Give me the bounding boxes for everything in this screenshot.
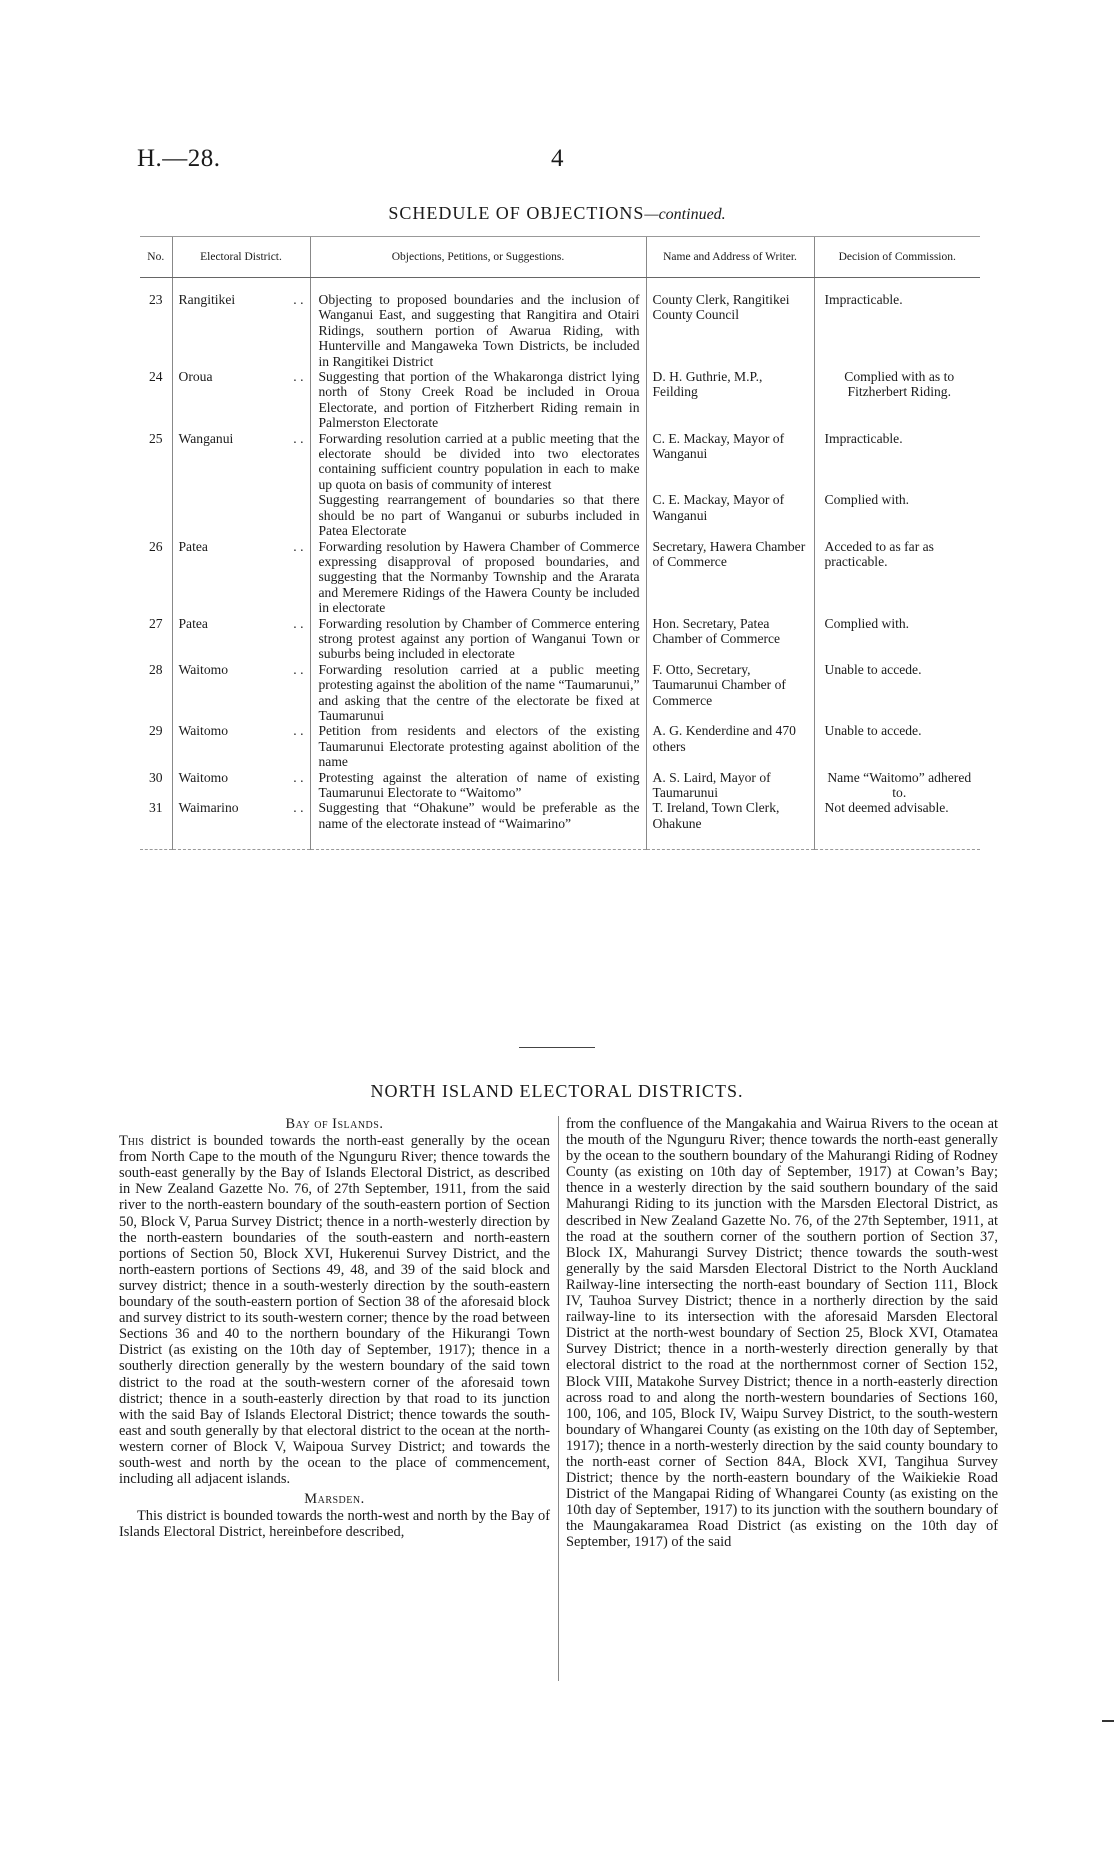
row-district: Waitomo — [178, 661, 228, 677]
row-district-cell — [172, 492, 310, 538]
row-leader-dots: . . — [293, 723, 304, 739]
row-decision: Name “Waitomo” adhered to. — [814, 770, 980, 801]
margin-mark — [1102, 1720, 1114, 1722]
row-leader-dots: . . — [293, 369, 304, 385]
row-writer: D. H. Guthrie, M.P., Feilding — [646, 369, 814, 431]
row-district: Waitomo — [178, 769, 228, 785]
row-number: 29 — [148, 723, 163, 739]
section-divider — [519, 1047, 595, 1048]
document-reference: H.—28. — [137, 145, 221, 172]
schedule-title-text: SCHEDULE OF OBJECTIONS — [388, 203, 645, 223]
row-number: 27 — [148, 615, 163, 631]
row-decision: Impracticable. — [814, 278, 980, 370]
row-leader-dots: . . — [293, 615, 304, 631]
column-header-objections: Objections, Petitions, or Suggestions. — [310, 237, 646, 278]
row-objection: Suggesting rearrangement of boundaries so that there should be no part of Wanganui or suburbs included in Patea Electorate — [310, 492, 646, 538]
row-decision: Unable to accede. — [814, 723, 980, 769]
table-header-row — [140, 237, 980, 278]
row-leader-dots: . . — [293, 769, 304, 785]
table-row — [140, 539, 980, 616]
row-objection: Objecting to proposed boundaries and the inclusion of Wanganui East, and suggesting that Rangitira and Otairi Ridings, southern portion of Awarua Riding, with Hunterville and Mangaweka Town Districts, be included in Rangitikei District — [310, 278, 646, 370]
row-objection: Petition from residents and electors of the existing Taumarunui Electorate protesting against abolition of the name — [310, 723, 646, 769]
row-district: Oroua — [178, 369, 213, 385]
row-leader-dots: . . — [293, 538, 304, 554]
districts-heading: NORTH ISLAND ELECTORAL DISTRICTS. — [370, 1081, 744, 1101]
marsden-description: This district is bounded towards the north-west and north by the Bay of Islands Electoral District, hereinbefore described, — [119, 1508, 550, 1541]
row-leader-dots: . . — [293, 292, 304, 307]
row-number: 25 — [148, 430, 163, 446]
row-district-cell — [172, 278, 310, 370]
row-objection: Forwarding resolution by Chamber of Commerce entering strong protest against any portion of Wanganui Town or suburbs being included in electorate — [310, 616, 646, 662]
row-leader-dots: . . — [293, 430, 304, 446]
row-objection: Forwarding resolution by Hawera Chamber of Commerce expressing disapproval of proposed boundaries, and suggesting that the Normanby Township and the Ararata and Meremere Ridings of the Hawera County be included in electorate — [310, 539, 646, 616]
column-header-writer: Name and Address of Writer. — [646, 237, 814, 278]
row-writer: A. G. Kenderdine and 470 others — [646, 723, 814, 769]
row-number: 31 — [140, 800, 172, 849]
bay-of-islands-lead: This — [119, 1133, 144, 1150]
text-column-left — [119, 1116, 550, 1540]
row-leader-dots: . . — [293, 661, 304, 677]
schedule-title — [0, 203, 1114, 224]
table-row — [140, 431, 980, 493]
schedule-title-suffix: —continued. — [644, 206, 726, 223]
row-decision: Acceded to as far as practicable. — [814, 539, 980, 616]
row-leader-dots: . . — [293, 800, 304, 816]
row-district-cell — [172, 662, 310, 724]
row-objection: Suggesting that “Ohakune” would be preferable as the name of the electorate instead of “Waimarino” — [310, 800, 646, 849]
row-district-cell — [172, 539, 310, 616]
row-district-cell — [172, 800, 310, 849]
row-decision: Complied with as to Fitzherbert Riding. — [814, 369, 980, 431]
row-writer: C. E. Mackay, Mayor of Wanganui — [646, 431, 814, 493]
row-objection: Forwarding resolution carried at a public meeting that the electorate should be divided into two electorates containing sufficient country population in each to make up quota on basis of community of interest — [310, 431, 646, 493]
table-row — [140, 662, 980, 724]
row-district: Waimarino — [178, 800, 239, 816]
column-header-no: No. — [140, 237, 172, 278]
row-district: Wanganui — [178, 430, 234, 446]
page-number: 4 — [551, 145, 564, 172]
bay-of-islands-text: district is bounded towards the north-east generally by the ocean from North Cape to the mouth of the Ngunguru River; thence towards the south-east generally by the Bay of Islands Electoral District, as described in New Zealand Gazette No. 76, of 27th September, 1911, from the said river to the north-eastern boundary of the south-eastern portion of Section 50, Block V, Parua Survey District; thence in a north-westerly direction by the north-eastern boundaries of the south-eastern and north-eastern portions of Section 50, Block XVI, Hukerenui Survey District, and the north-eastern portions of Sections 49, 48, and 39 of the said block and survey district; thence in a south-westerly direction by the south-eastern boundary of the south-eastern portion of Section 38 of the aforesaid block and survey district to its south-western corner; thence by the road between Sections 36 and 40 to the northern boundary of the Hikurangi Town District (as existing on the 10th day of September, 1917); thence in a southerly direction generally by the western boundary of the said town district to the road at the south-western corner of the aforesaid town district; thence in a south-easterly direction by that road to its junction with the said Bay of Islands Electoral District; thence towards the south-east and south generally by that electoral district to the ocean at the north-western corner of Block V, Waipoua Survey District; and towards the south-west and north by the ocean to the place of commencement, including all adjacent islands. — [119, 1133, 550, 1488]
row-writer: F. Otto, Secretary, Taumarunui Chamber of Commerce — [646, 662, 814, 724]
row-decision: Not deemed advisable. — [814, 800, 980, 849]
row-number — [140, 492, 172, 538]
row-district: Waitomo — [178, 723, 228, 739]
table-row — [140, 770, 980, 801]
row-number: 28 — [148, 661, 163, 677]
row-number: 23 — [148, 292, 163, 307]
row-district-cell — [172, 723, 310, 769]
table-row — [140, 723, 980, 769]
bay-of-islands-heading: Bay of Islands. — [285, 1116, 384, 1132]
column-header-decision: Decision of Commission. — [814, 237, 980, 278]
column-header-district: Electoral District. — [172, 237, 310, 278]
table-row — [140, 278, 980, 370]
row-objection: Suggesting that portion of the Whakaronga district lying north of Stony Creek Road be included in Oroua Electorate, and portion of Fitzherbert Riding remain in Palmerston Electorate — [310, 369, 646, 431]
row-decision: Complied with. — [814, 616, 980, 662]
row-writer: C. E. Mackay, Mayor of Wanganui — [646, 492, 814, 538]
row-district: Patea — [178, 538, 208, 554]
row-number: 30 — [148, 769, 163, 785]
row-district-cell — [172, 616, 310, 662]
text-column-right — [566, 1116, 998, 1551]
row-district: Patea — [178, 615, 208, 631]
table-row — [140, 616, 980, 662]
row-number: 26 — [148, 538, 163, 554]
row-objection: Forwarding resolution carried at a public meeting protesting against the abolition of the name “Taumarunui,” and asking that the centre of the electorate be fixed at Taumarunui — [310, 662, 646, 724]
row-writer: A. S. Laird, Mayor of Taumarunui — [646, 770, 814, 801]
row-district: Rangitikei — [178, 292, 236, 307]
row-writer: Hon. Secretary, Patea Chamber of Commerce — [646, 616, 814, 662]
row-decision: Complied with. — [814, 492, 980, 538]
objections-table — [140, 236, 980, 850]
row-number: 24 — [148, 369, 163, 385]
row-writer: County Clerk, Rangitikei County Council — [646, 278, 814, 370]
row-district-cell — [172, 431, 310, 493]
table-row — [140, 369, 980, 431]
row-objection: Protesting against the alteration of name of existing Taumarunui Electorate to “Waitomo” — [310, 770, 646, 801]
marsden-description-continued: from the confluence of the Mangakahia and Wairua Rivers to the ocean at the mouth of the Ngunguru River; thence towards the north-east generally by the ocean to the southern boundary of the Mahurangi Riding of Rodney County (as existing on 10th day of September, 1917) at Cowan’s Bay; thence in a westerly direction by the said southern boundary of the said Mahurangi Riding to its junction with the Marsden Electoral District, as described in New Zealand Gazette No. 76, of the 27th September, 1911, at the road at the southern corner of the southern portion of Section 37, Block IX, Mahurangi Survey District; thence towards the south-west generally by the said Marsden Electoral District to the North Auckland Railway-line intersecting the north-east boundary of Section 111, Block IV, Tauhoa Survey District; thence in a northerly direction by the said railway-line to its intersection with the aforesaid Marsden Electoral District at the north-west boundary of Section 25, Block XVI, Otamatea Survey District; thence in a north-westerly direction generally by that electoral district to the road at the northernmost corner of Section 152, Block VIII, Matakohe Survey District; thence in a north-easterly direction across road to and along the north-western boundaries of Sections 160, 100, 106, and 105, Block IV, Waipu Survey District, to the south-western boundary of Whangarei County (as existing on the 10th day of September, 1917); thence in a north-westerly direction by the said county boundary to the north-east corner of Section 84A, Block XVI, Tangihua Survey District; thence by the north-eastern boundary of the Waikiekie Road District of the Mangapai Riding of Whangarei County (as existing on the 10th day of September, 1917) to its junction with the southern boundary of the Maungakaramea Road District (as existing on the 10th day of September, 1917) of the said — [566, 1116, 998, 1551]
row-district-cell — [172, 770, 310, 801]
row-district-cell — [172, 369, 310, 431]
row-decision: Unable to accede. — [814, 662, 980, 724]
marsden-heading: Marsden. — [304, 1491, 365, 1508]
row-writer: Secretary, Hawera Chamber of Commerce — [646, 539, 814, 616]
table-row — [140, 492, 980, 538]
column-rule — [558, 1116, 559, 1681]
table-row — [140, 800, 980, 849]
row-decision: Impracticable. — [814, 431, 980, 493]
bay-of-islands-description — [119, 1133, 550, 1487]
row-writer: T. Ireland, Town Clerk, Ohakune — [646, 800, 814, 849]
